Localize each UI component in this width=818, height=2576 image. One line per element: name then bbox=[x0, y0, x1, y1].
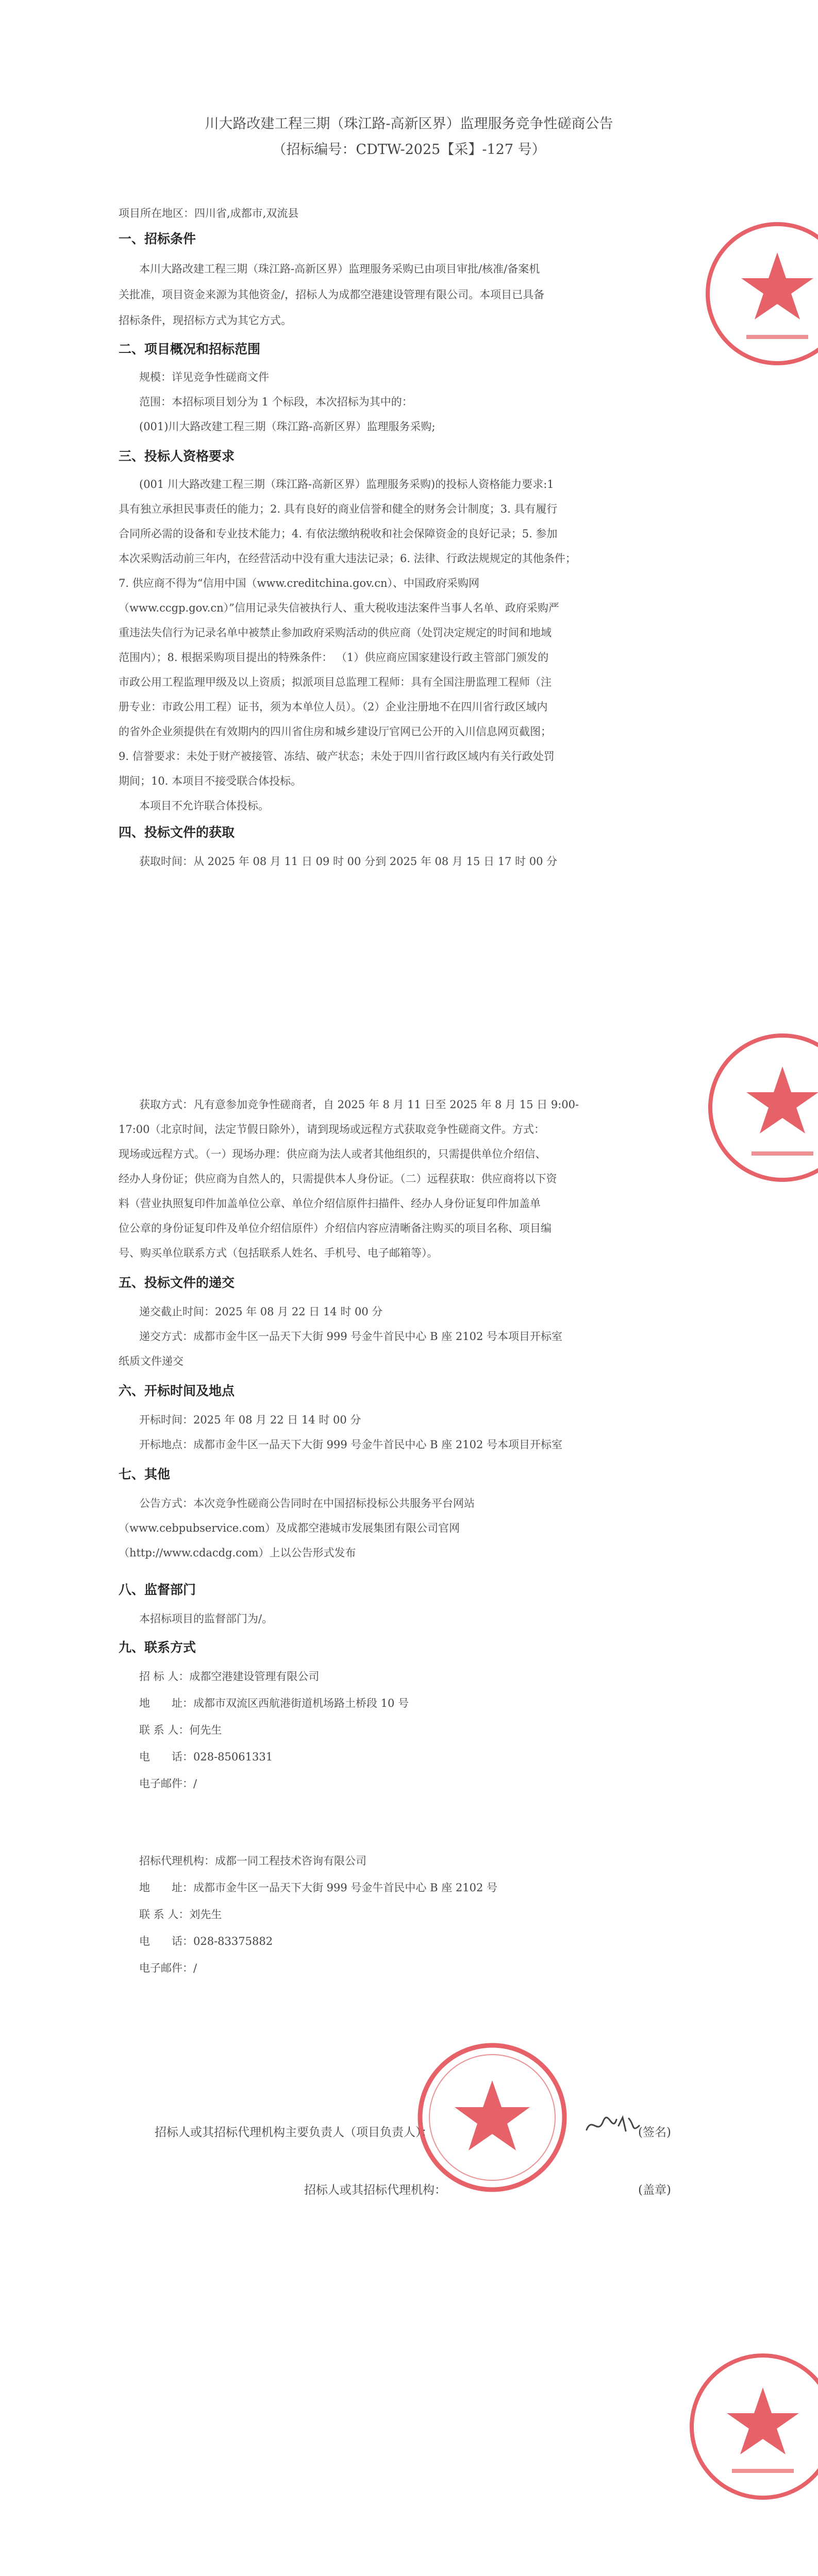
body-line: 公告方式：本次竞争性磋商公告同时在中国招标投标公共服务平台网站 bbox=[139, 1497, 475, 1510]
section-heading: 九、联系方式 bbox=[119, 1640, 196, 1655]
body-line: 号、购买单位联系方式（包括联系人姓名、手机号、电子邮箱等）。 bbox=[119, 1247, 438, 1259]
agent-name: 招标代理机构：成都一同工程技术咨询有限公司 bbox=[139, 1855, 366, 1867]
body-line: 招标条件，现招标方式为其它方式。 bbox=[119, 314, 292, 327]
tender-number: （招标编号：CDTW-2025【采】-127 号） bbox=[272, 142, 546, 158]
tenderer-name: 招 标 人：成都空港建设管理有限公司 bbox=[139, 1670, 320, 1683]
body-line: 经办人身份证；供应商为自然人的，只需提供本人身份证。（二）远程获取：供应商将以下资 bbox=[119, 1173, 557, 1185]
body-line: 本招标项目的监督部门为/。 bbox=[139, 1613, 273, 1625]
body-line: 9. 信誉要求：未处于财产被接管、冻结、破产状态；未处于四川省行政区域内有关行政处罚 bbox=[119, 750, 555, 762]
body-line: 纸质文件递交 bbox=[119, 1355, 183, 1367]
seal-suffix: (盖章) bbox=[638, 2183, 671, 2197]
company-seal-bottom bbox=[686, 2349, 818, 2504]
body-line: (001)川大路改建工程三期（珠江路-高新区界）监理服务采购; bbox=[139, 420, 436, 433]
agent-contact: 联 系 人：刘先生 bbox=[139, 1908, 222, 1921]
company-seal-middle bbox=[705, 1030, 818, 1185]
document-title: 川大路改建工程三期（珠江路-高新区界）监理服务竞争性磋商公告 bbox=[205, 116, 613, 132]
company-seal-signature bbox=[415, 2040, 570, 2195]
company-seal-top bbox=[700, 222, 818, 366]
section-heading: 七、其他 bbox=[119, 1467, 171, 1482]
agent-phone: 电 话：028-83375882 bbox=[139, 1935, 273, 1947]
body-line: 现场或远程方式。（一）现场办理：供应商为法人或者其他组织的，只需提供单位介绍信、 bbox=[119, 1148, 546, 1160]
body-line: 本次采购活动前三年内，在经营活动中没有重大违法记录；6. 法律、行政法规规定的其他条件； bbox=[119, 552, 576, 565]
section-heading: 四、投标文件的获取 bbox=[119, 825, 235, 840]
body-line: 17:00（北京时间，法定节假日除外），请到现场或远程方式获取竞争性磋商文件。方式： bbox=[119, 1123, 545, 1136]
body-line: 7. 供应商不得为“信用中国（www.creditchina.gov.cn）、中国政府采购网 bbox=[119, 577, 480, 589]
body-line: 的省外企业须提供在有效期内的四川省住房和城乡建设厅官网已公开的入川信息网页截图； bbox=[119, 725, 552, 738]
body-line: 递交截止时间：2025 年 08 月 22 日 14 时 00 分 bbox=[139, 1306, 383, 1318]
agent-address: 地 址：成都市金牛区一品天下大街 999 号金牛首民中心 B 座 2102 号 bbox=[139, 1882, 498, 1894]
body-line: 递交方式：成都市金牛区一品天下大街 999 号金牛首民中心 B 座 2102 号本项目开标室 bbox=[139, 1330, 563, 1343]
signature-org-label: 招标人或其招标代理机构： bbox=[304, 2183, 446, 2197]
section-heading: 三、投标人资格要求 bbox=[119, 449, 235, 464]
signature-responsible-label: 招标人或其招标代理机构主要负责人（项目负责人）： bbox=[155, 2126, 433, 2139]
agent-email: 电子邮件：/ bbox=[139, 1962, 197, 1974]
body-line: （www.cebpubservice.com）及成都空港城市发展集团有限公司官网 bbox=[119, 1522, 460, 1534]
body-line: 获取方式：凡有意参加竞争性磋商者，自 2025 年 8 月 11 日至 2025 年 8 月 15 日 9:00- bbox=[139, 1098, 579, 1111]
body-line: （http://www.cdacdg.com）上以公告形式发布 bbox=[119, 1547, 356, 1559]
body-line: 获取时间：从 2025 年 08 月 11 日 09 时 00 分到 2025 年 08 月 15 日 17 时 00 分 bbox=[139, 855, 558, 868]
body-line: 范围：本招标项目划分为 1 个标段，本次招标为其中的： bbox=[139, 396, 413, 408]
signature-suffix: (签名) bbox=[638, 2126, 671, 2139]
body-line: 本川大路改建工程三期（珠江路-高新区界）监理服务采购已由项目审批/核准/备案机 bbox=[139, 263, 540, 275]
body-line: 具有独立承担民事责任的能力；2. 具有良好的商业信誉和健全的财务会计制度；3. 具有履行 bbox=[119, 503, 558, 515]
body-line: 册专业：市政公用工程）证书，须为本单位人员）。（2）企业注册地不在四川省行政区域内 bbox=[119, 701, 548, 713]
body-line: 合同所必需的设备和专业技术能力；4. 有依法缴纳税收和社会保障资金的良好记录；5. 参加 bbox=[119, 528, 558, 540]
tenderer-contact: 联 系 人：何先生 bbox=[139, 1724, 222, 1736]
body-line: 关批准，项目资金来源为其他资金/，招标人为成都空港建设管理有限公司。本项目已具备 bbox=[119, 289, 545, 301]
body-line: 开标时间：2025 年 08 月 22 日 14 时 00 分 bbox=[139, 1414, 361, 1426]
section-heading: 八、监督部门 bbox=[119, 1582, 196, 1597]
handwritten-signature bbox=[582, 2110, 644, 2143]
body-line: 市政公用工程监理甲级及以上资质；拟派项目总监理工程师：具有全国注册监理工程师（注 bbox=[119, 676, 552, 688]
body-line: 范围内）；8. 根据采购项目提出的特殊条件： （1）供应商应国家建设行政主管部门颁发的 bbox=[119, 651, 549, 664]
body-line: 重违法失信行为记录名单中被禁止参加政府采购活动的供应商（处罚决定规定的时间和地域 bbox=[119, 626, 552, 639]
section-heading: 六、开标时间及地点 bbox=[119, 1383, 235, 1398]
tenderer-email: 电子邮件：/ bbox=[139, 1777, 197, 1790]
body-line: （www.ccgp.gov.cn）”信用记录失信被执行人、重大税收违法案件当事人名单、政府采购严 bbox=[119, 602, 559, 614]
project-location: 项目所在地区：四川省,成都市,双流县 bbox=[119, 207, 299, 219]
body-line: 期间；10. 本项目不接受联合体投标。 bbox=[119, 775, 302, 787]
body-line: 位公章的身份证复印件及单位介绍信原件）介绍信内容应清晰备注购买的项目名称、项目编 bbox=[119, 1222, 552, 1234]
body-line: (001 川大路改建工程三期（珠江路-高新区界）监理服务采购)的投标人资格能力要求:1 bbox=[139, 478, 554, 490]
body-line: 料（营业执照复印件加盖单位公章、单位介绍信原件扫描件、经办人身份证复印件加盖单 bbox=[119, 1197, 541, 1210]
section-heading: 二、项目概况和招标范围 bbox=[119, 342, 261, 357]
body-line: 规模：详见竞争性磋商文件 bbox=[139, 371, 269, 383]
tenderer-phone: 电 话：028-85061331 bbox=[139, 1751, 273, 1763]
body-line: 开标地点：成都市金牛区一品天下大街 999 号金牛首民中心 B 座 2102 号本项目开标室 bbox=[139, 1438, 563, 1451]
tenderer-address: 地 址：成都市双流区西航港街道机场路土桥段 10 号 bbox=[139, 1697, 409, 1709]
body-line: 本项目不允许联合体投标。 bbox=[139, 800, 269, 812]
section-heading: 一、招标条件 bbox=[119, 231, 196, 246]
section-heading: 五、投标文件的递交 bbox=[119, 1275, 235, 1290]
